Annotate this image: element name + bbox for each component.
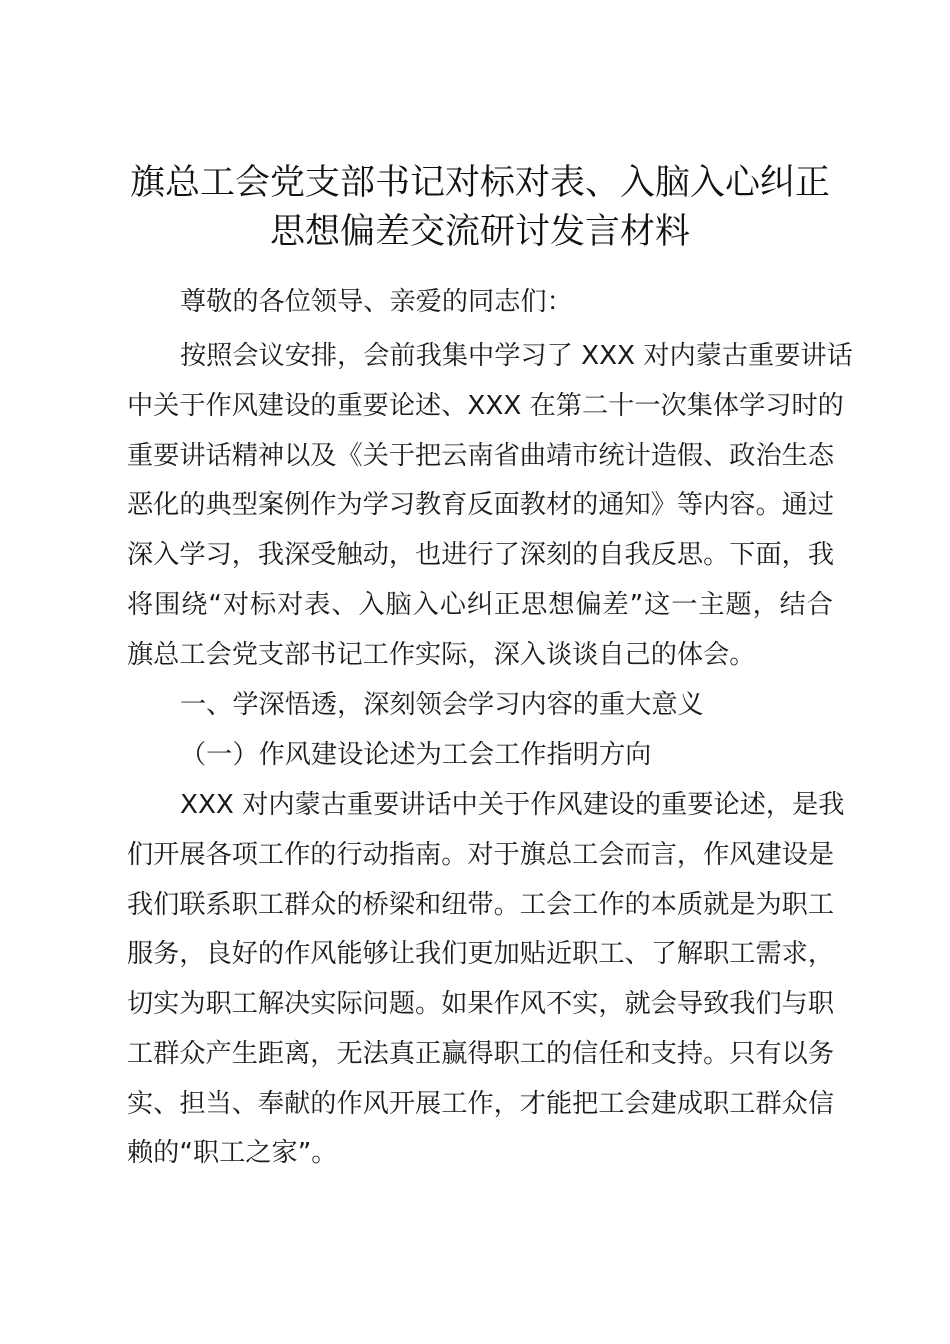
paragraph-2-line-8: 赖的“职工之家”。 (127, 1138, 338, 1168)
paragraph-1-line-6: 将围绕“对标对表、入脑入心纠正思想偏差”这一主题，结合 (127, 590, 833, 620)
paragraph-2-line-2: 们开展各项工作的行动指南。对于旗总工会而言，作风建设是 (127, 840, 835, 870)
paragraph-2-line-6: 工群众产生距离，无法真正赢得职工的信任和支持。只有以务 (127, 1039, 835, 1069)
paragraph-2-line-5: 切实为职工解决实际问题。如果作风不实，就会导致我们与职 (127, 989, 835, 1019)
paragraph-2-line-1: XXX 对内蒙古重要讲话中关于作风建设的重要论述，是我 (180, 790, 845, 820)
paragraph-1-line-4: 恶化的典型案例作为学习教育反面教材的通知》等内容。通过 (127, 490, 835, 520)
section-heading-1: 一、学深悟透，深刻领会学习内容的重大意义 (180, 690, 704, 720)
paragraph-2-line-3: 我们联系职工群众的桥梁和纽带。工会工作的本质就是为职工 (127, 890, 835, 920)
paragraph-1-line-7: 旗总工会党支部书记工作实际，深入谈谈自己的体会。 (127, 640, 756, 670)
document-title-line-1: 旗总工会党支部书记对标对表、入脑入心纠正 (129, 163, 830, 203)
document-title-line-2: 思想偏差交流研讨发言材料 (269, 212, 690, 252)
paragraph-2-line-4: 服务，良好的作风能够让我们更加贴近职工、了解职工需求， (127, 939, 835, 969)
paragraph-2-line-7: 实、担当、奉献的作风开展工作，才能把工会建成职工群众信 (127, 1089, 835, 1119)
paragraph-1-line-1: 按照会议安排，会前我集中学习了 XXX 对内蒙古重要讲话 (180, 341, 853, 371)
paragraph-1-line-2: 中关于作风建设的重要论述、XXX 在第二十一次集体学习时的 (127, 391, 844, 421)
paragraph-1-line-3: 重要讲话精神以及《关于把云南省曲靖市统计造假、政治生态 (127, 441, 835, 471)
greeting: 尊敬的各位领导、亲爱的同志们： (180, 287, 573, 317)
subsection-heading-1: （一）作风建设论述为工会工作指明方向 (180, 740, 652, 770)
paragraph-1-line-5: 深入学习，我深受触动，也进行了深刻的自我反思。下面，我 (127, 540, 835, 570)
